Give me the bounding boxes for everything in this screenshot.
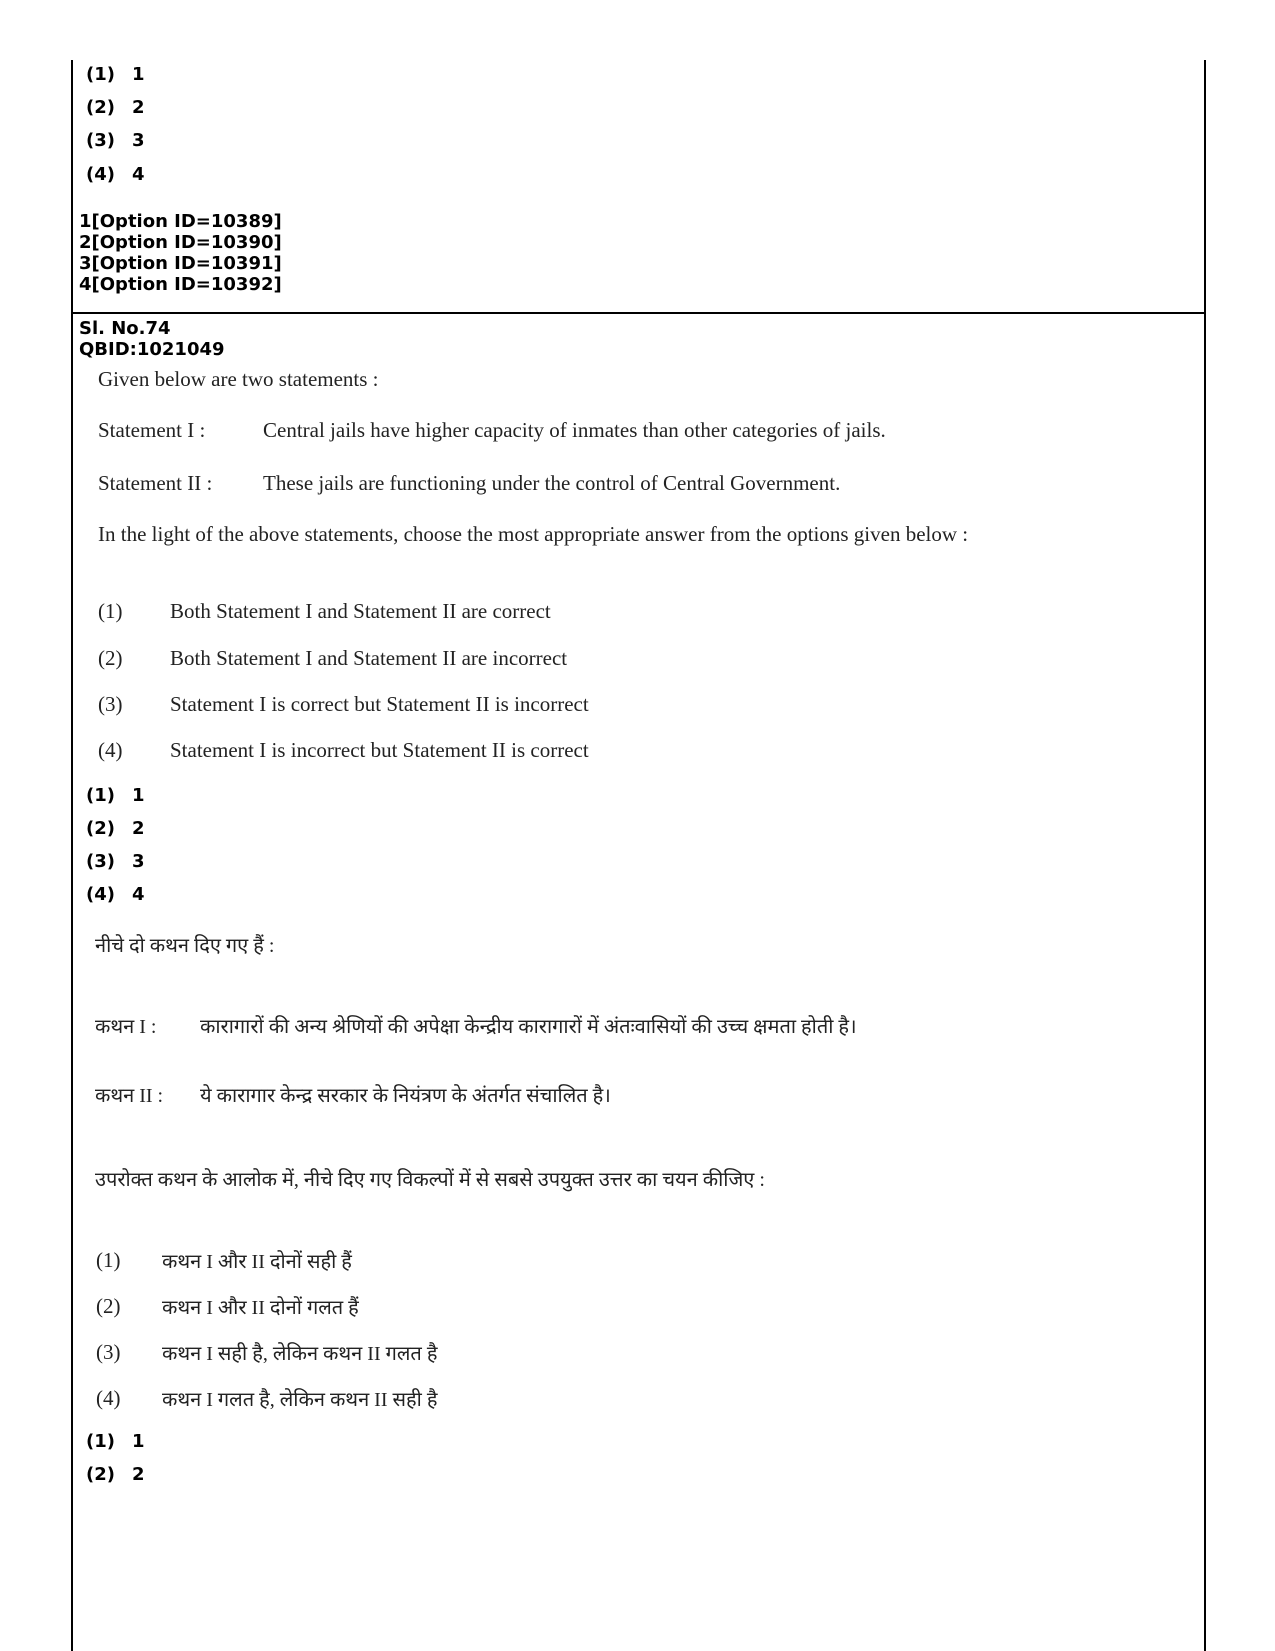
option-text-hi: कथन I और II दोनों गलत हैं — [162, 1297, 359, 1319]
statement-2-label-en: Statement II : — [98, 471, 213, 495]
option-number-en: (2) — [98, 646, 123, 670]
question-header — [79, 318, 225, 360]
question-prompt-hi: उपरोक्त कथन के आलोक में, नीचे दिए गए विकल्पों में से सबसे उपयुक्त उत्तर का चयन कीजिए : — [95, 1169, 765, 1191]
option-number-hi: (4) — [96, 1386, 121, 1410]
option-text-en: Both Statement I and Statement II are incorrect — [170, 646, 568, 670]
answer-choice: (3) 3 — [86, 851, 145, 872]
option-number-en: (4) — [98, 738, 123, 762]
qbid: QBID:1021049 — [79, 339, 225, 360]
statement-2-label-hi: कथन II : — [95, 1085, 164, 1107]
option-text-en: Both Statement I and Statement II are correct — [170, 599, 551, 623]
statement-1-text-en: Central jails have higher capacity of inmates than other categories of jails. — [263, 418, 886, 442]
answer-choice: (2) 2 — [86, 818, 145, 839]
statement-1-label-hi: कथन I : — [95, 1016, 157, 1038]
serial-number: Sl. No.74 — [79, 318, 171, 339]
statement-1-label-en: Statement I : — [98, 418, 206, 442]
option-id: 4[Option ID=10392] — [79, 274, 282, 295]
question-intro-en: Given below are two statements : — [98, 367, 379, 391]
left-border — [71, 60, 73, 1651]
option-number-en: (1) — [98, 599, 123, 623]
answer-choice: (1) 1 — [86, 785, 145, 806]
question-intro-hi: नीचे दो कथन दिए गए हैं : — [95, 935, 275, 957]
option-text-hi: कथन I सही है, लेकिन कथन II गलत है — [162, 1343, 438, 1365]
statement-2-text-en: These jails are functioning under the control of Central Government. — [263, 471, 841, 495]
option-number-hi: (2) — [96, 1294, 121, 1318]
option-number-hi: (1) — [96, 1248, 121, 1272]
option-text-en: Statement I is correct but Statement II is incorrect — [170, 692, 589, 716]
option-id-list — [79, 211, 282, 295]
answer-choice: (4) 4 — [86, 884, 145, 905]
option-text-hi: कथन I और II दोनों सही हैं — [162, 1251, 352, 1273]
statement-2-text-hi: ये कारागार केन्द्र सरकार के नियंत्रण के अंतर्गत संचालित है। — [200, 1085, 611, 1107]
answer-choice: (1) 1 — [86, 64, 145, 85]
right-border — [1204, 60, 1206, 1651]
option-text-en: Statement I is incorrect but Statement II is correct — [170, 738, 589, 762]
option-text-hi: कथन I गलत है, लेकिन कथन II सही है — [162, 1389, 438, 1411]
answer-choice: (4) 4 — [86, 164, 145, 185]
option-id: 3[Option ID=10391] — [79, 253, 282, 274]
question-divider — [72, 312, 1205, 314]
question-prompt-en: In the light of the above statements, choose the most appropriate answer from the options given below : — [98, 522, 969, 546]
statement-1-text-hi: कारागारों की अन्य श्रेणियों की अपेक्षा केन्द्रीय कारागारों में अंतःवासियों की उच्च क्षमता होती है। — [200, 1016, 857, 1038]
option-id: 1[Option ID=10389] — [79, 211, 282, 232]
option-number-hi: (3) — [96, 1340, 121, 1364]
answer-choice: (3) 3 — [86, 130, 145, 151]
option-id: 2[Option ID=10390] — [79, 232, 282, 253]
option-number-en: (3) — [98, 692, 123, 716]
answer-choice: (1) 1 — [86, 1431, 145, 1452]
answer-choice: (2) 2 — [86, 1464, 145, 1485]
answer-choice: (2) 2 — [86, 97, 145, 118]
